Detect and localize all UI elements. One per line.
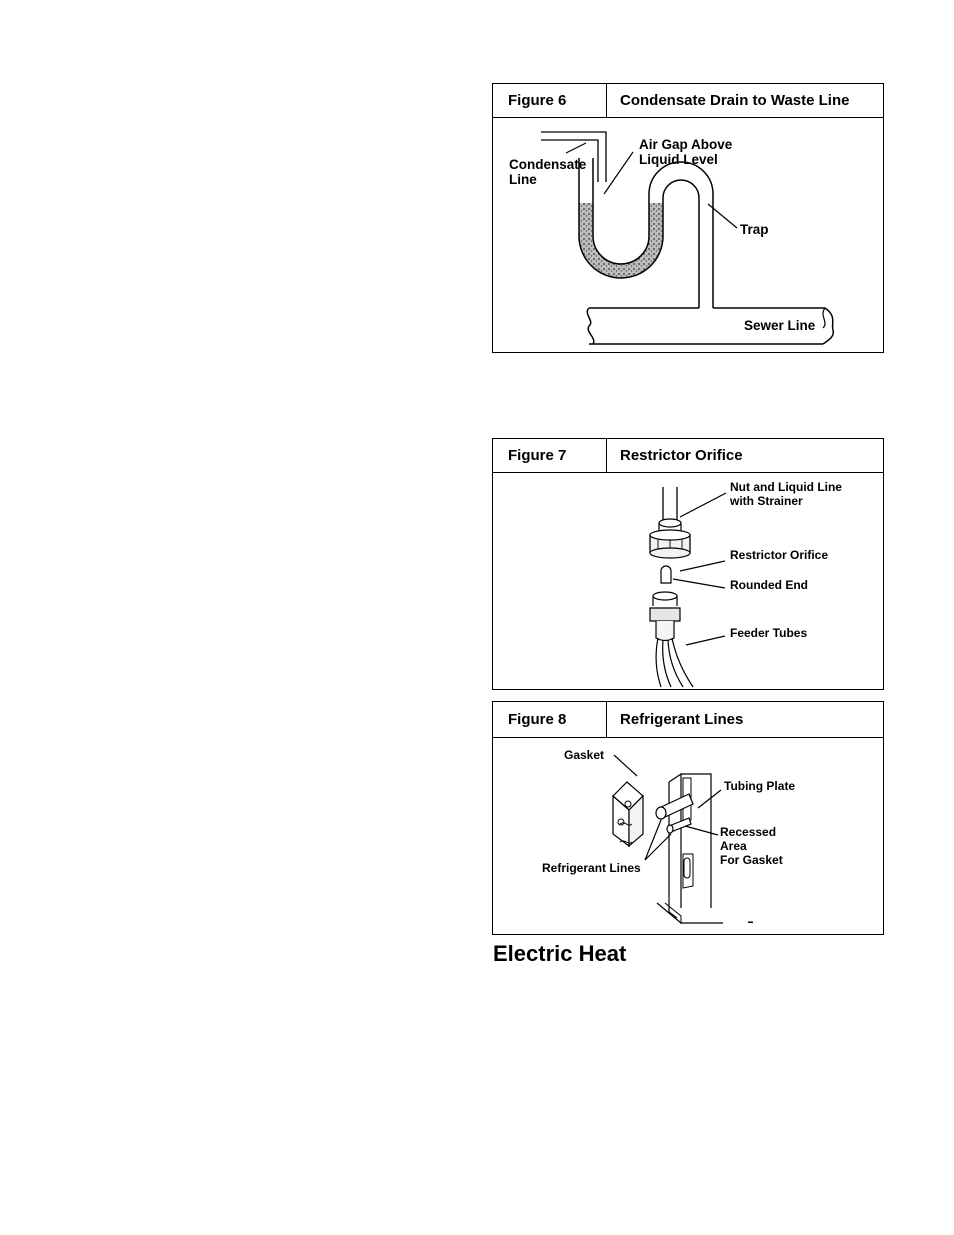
label-rounded-end: Rounded End [730,578,808,592]
label-air-gap: Air Gap Above Liquid Level [639,137,733,167]
refrigerant-lines-illustration [493,738,883,934]
label-refrigerant-lines: Refrigerant Lines [542,861,641,875]
label-tubing-plate: Tubing Plate [724,779,796,793]
label-nut-liquid-line: Nut and Liquid Line with Strainer [730,480,842,508]
label-trap: Trap [740,222,769,237]
label-feeder-tubes: Feeder Tubes [730,626,808,640]
figure-8 [492,701,884,935]
label-gasket: Gasket [564,748,605,762]
figure-7-diagram [493,473,883,689]
label-recessed-area: Recessed Area For Gasket [720,825,783,867]
figure-6-header [493,84,883,118]
label-condensate-line: Condensate Line [509,157,587,187]
figure-6-title: Condensate Drain to Waste Line [620,92,850,109]
figure-8-header [493,702,883,738]
section-heading-electric-heat: Electric Heat [493,941,627,966]
figure-6 [492,83,884,353]
figure-8-title: Refrigerant Lines [620,711,744,728]
figure-6-diagram [493,118,883,352]
label-restrictor-orifice: Restrictor Orifice [730,548,829,562]
figure-8-diagram [493,738,883,934]
label-sewer-line: Sewer Line [744,318,816,333]
figure-7-header [493,439,883,473]
figure-8-code-mark: ▬ [748,919,753,925]
figure-7-title: Restrictor Orifice [620,447,743,464]
figure-7 [492,438,884,690]
figure-7-number: Figure 7 [493,439,607,472]
figure-6-number: Figure 6 [493,84,607,117]
figure-8-number: Figure 8 [493,702,607,737]
